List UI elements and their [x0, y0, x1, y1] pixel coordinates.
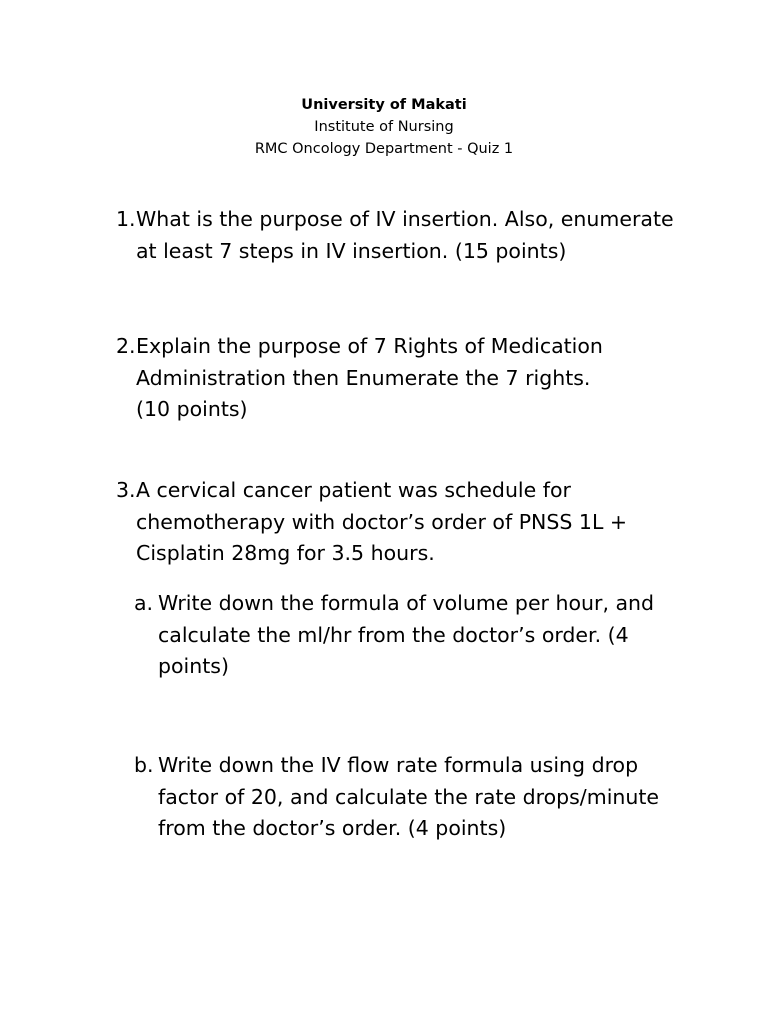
- question-1: [116, 204, 676, 267]
- sub-question-line: points): [158, 654, 229, 678]
- institute-name: Institute of Nursing: [314, 119, 454, 135]
- question-line: A cervical cancer patient was schedule for: [136, 478, 571, 502]
- question-number: 3.: [116, 478, 136, 502]
- question-line: Administration then Enumerate the 7 rights.: [136, 365, 591, 390]
- sub-question-line: Write down the IV flow rate formula using drop: [158, 753, 639, 777]
- question-number: 1.: [116, 207, 136, 231]
- question-text: [136, 331, 676, 426]
- question-line: Explain the purpose of 7 Rights of Medication: [136, 334, 603, 358]
- question-number: 2.: [116, 334, 136, 358]
- sub-question-letter: b.: [134, 753, 154, 777]
- sub-question-letter: a.: [134, 591, 154, 615]
- sub-question-text: [158, 588, 694, 683]
- sub-question-line: Write down the formula of volume per hour, and: [158, 591, 655, 615]
- question-line: chemotherapy with doctor’s order of PNSS 1L +: [136, 509, 628, 534]
- question-3: [116, 475, 676, 570]
- sub-question-line: from the doctor’s order. (4 points): [158, 816, 507, 840]
- question-line: What is the purpose of IV insertion. Also, enumerate: [136, 207, 674, 231]
- question-line: Cisplatin 28mg for 3.5 hours.: [136, 541, 435, 565]
- question-line: at least 7 steps in IV insertion. (15 points): [136, 238, 567, 263]
- question-line: (10 points): [136, 397, 248, 421]
- sub-question-line: calculate the ml/hr from the doctor’s order. (4: [158, 622, 629, 647]
- university-name: University of Makati: [301, 97, 467, 113]
- sub-question-line: factor of 20, and calculate the rate drops/minute: [158, 784, 660, 809]
- quiz-title: RMC Oncology Department - Quiz 1: [254, 141, 514, 157]
- question-text: [136, 475, 676, 570]
- question-2: [116, 331, 676, 426]
- question-text: [136, 204, 676, 267]
- document-header: [0, 94, 768, 160]
- sub-question-text: [158, 750, 694, 845]
- sub-question-b: [134, 750, 694, 845]
- sub-question-a: [134, 588, 694, 683]
